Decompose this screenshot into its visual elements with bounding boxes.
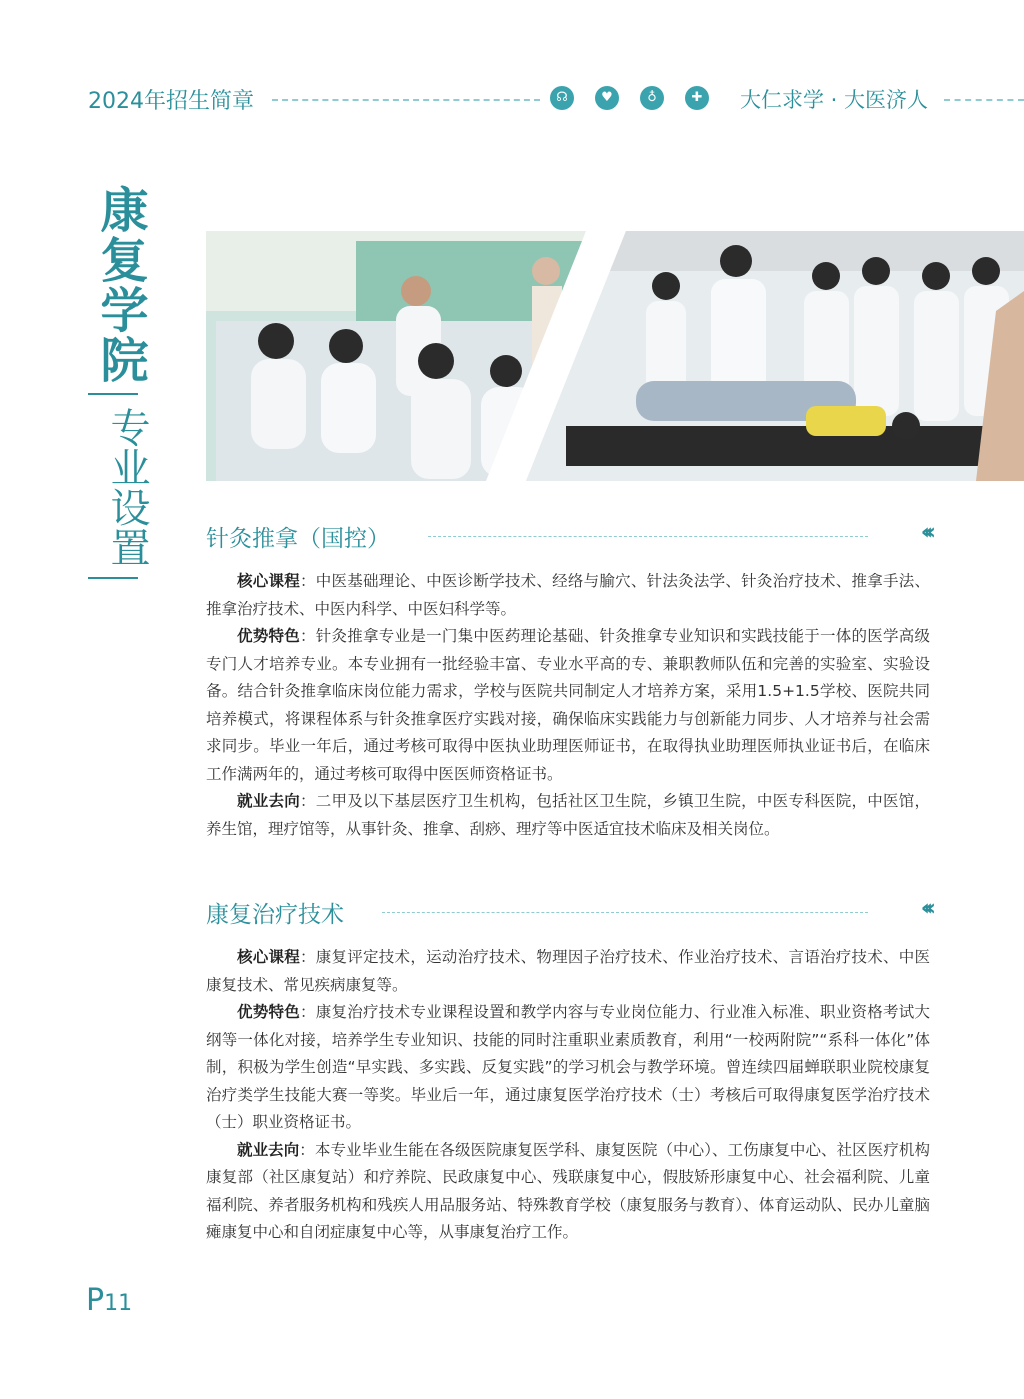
major-title: 康复治疗技术 <box>206 902 344 928</box>
page-number: P11 <box>86 1283 133 1318</box>
advantages-paragraph: 优势特色：针灸推拿专业是一门集中医药理论基础、针灸推拿专业知识和实践技能于一体的医学高级专门人才培养专业。本专业拥有一批经验丰富、专业水平高的专、兼职教师队伍和完善的实验室、实验设备。结合针灸推拿临床岗位能力需求，学校与医院共同制定人才培养方案，采用1.5+1.5学校、医院共同培养模式，将课程体系与针灸推拿医疗实践对接，确保临床实践能力与创新能力同步、人才培养与社会需求同步。毕业一年后，通过考核可取得中医执业助理医师证书，在取得执业助理医师执业证书后，在临床工作满两年的，通过考核可取得中医医师资格证书。 <box>206 627 930 783</box>
side-title-rule-bottom <box>88 577 138 579</box>
side-title <box>84 185 150 579</box>
chevron-left-icon: ‹‹‹ <box>920 520 930 545</box>
career-paragraph: 就业去向：二甲及以下基层医疗卫生机构，包括社区卫生院，乡镇卫生院，中医专科医院，中医馆，养生馆，理疗馆等，从事针灸、推拿、刮痧、理疗等中医适宜技术临床及相关岗位。 <box>206 792 930 838</box>
heartbeat-icon: ♥ <box>595 86 619 110</box>
photo-collage <box>206 231 1024 481</box>
section-heading <box>206 520 930 560</box>
header-slogan: 大仁求学 · 大医济人 <box>740 88 929 112</box>
career-paragraph: 就业去向：本专业毕业生能在各级医院康复医学科、康复医院（中心）、工伤康复中心、社区医疗机构康复部（社区康复站）和疗养院、民政康复中心、残联康复中心，假肢矫形康复中心、社会福利院、儿童福利院、养者服务机构和残疾人用品服务站、特殊教育学校（康复服务与教育）、体育运动队、民办儿童脑瘫康复中心和自闭症康复中心等，从事康复治疗工作。 <box>206 1140 930 1241</box>
core-courses-paragraph: 核心课程：康复评定技术，运动治疗技术、物理因子治疗技术、作业治疗技术、言语治疗技术、中医康复技术、常见疾病康复等。 <box>206 948 930 994</box>
brochure-title: 2024年招生简章 <box>88 89 254 114</box>
major-title: 针灸推拿（国控） <box>206 526 390 552</box>
medical-cross-icon: ✚ <box>685 86 709 110</box>
header-divider-right <box>944 99 1024 101</box>
advantages-paragraph: 优势特色：康复治疗技术专业课程设置和教学内容与专业岗位能力、行业准入标准、职业资格考试大纲等一体化对接，培养学生专业知识、技能的同时注重职业素质教育，利用“一校两附院”“系科一体化”体制，积极为学生创造“早实践、多实践、反复实践”的学习机会与教学环境。曾连续四届蝉联职业院校康复治疗类学生技能大赛一等奖。毕业后一年，通过康复医学治疗技术（士）考核后可取得康复医学治疗技术（士）职业资格证书。 <box>206 1003 930 1131</box>
stethoscope-alt-icon: ♁ <box>640 86 664 110</box>
stethoscope-icon: ☊ <box>550 86 574 110</box>
side-title-rule-top <box>88 393 138 395</box>
page-header <box>0 84 1024 116</box>
chevron-left-icon: ‹‹‹ <box>920 896 930 921</box>
college-name: 康复学院 <box>92 185 148 385</box>
major-section-acupuncture <box>206 520 930 843</box>
heading-divider <box>428 536 868 537</box>
major-section-rehabilitation <box>206 896 930 1247</box>
core-courses-paragraph: 核心课程：中医基础理论、中医诊断学技术、经络与腧穴、针法灸法学、针灸治疗技术、推拿手法、推拿治疗技术、中医内科学、中医妇科学等。 <box>206 572 930 618</box>
section-subtitle: 专业设置 <box>104 407 150 567</box>
section-heading <box>206 896 930 936</box>
header-divider-left <box>272 99 540 101</box>
heading-divider <box>382 912 868 913</box>
